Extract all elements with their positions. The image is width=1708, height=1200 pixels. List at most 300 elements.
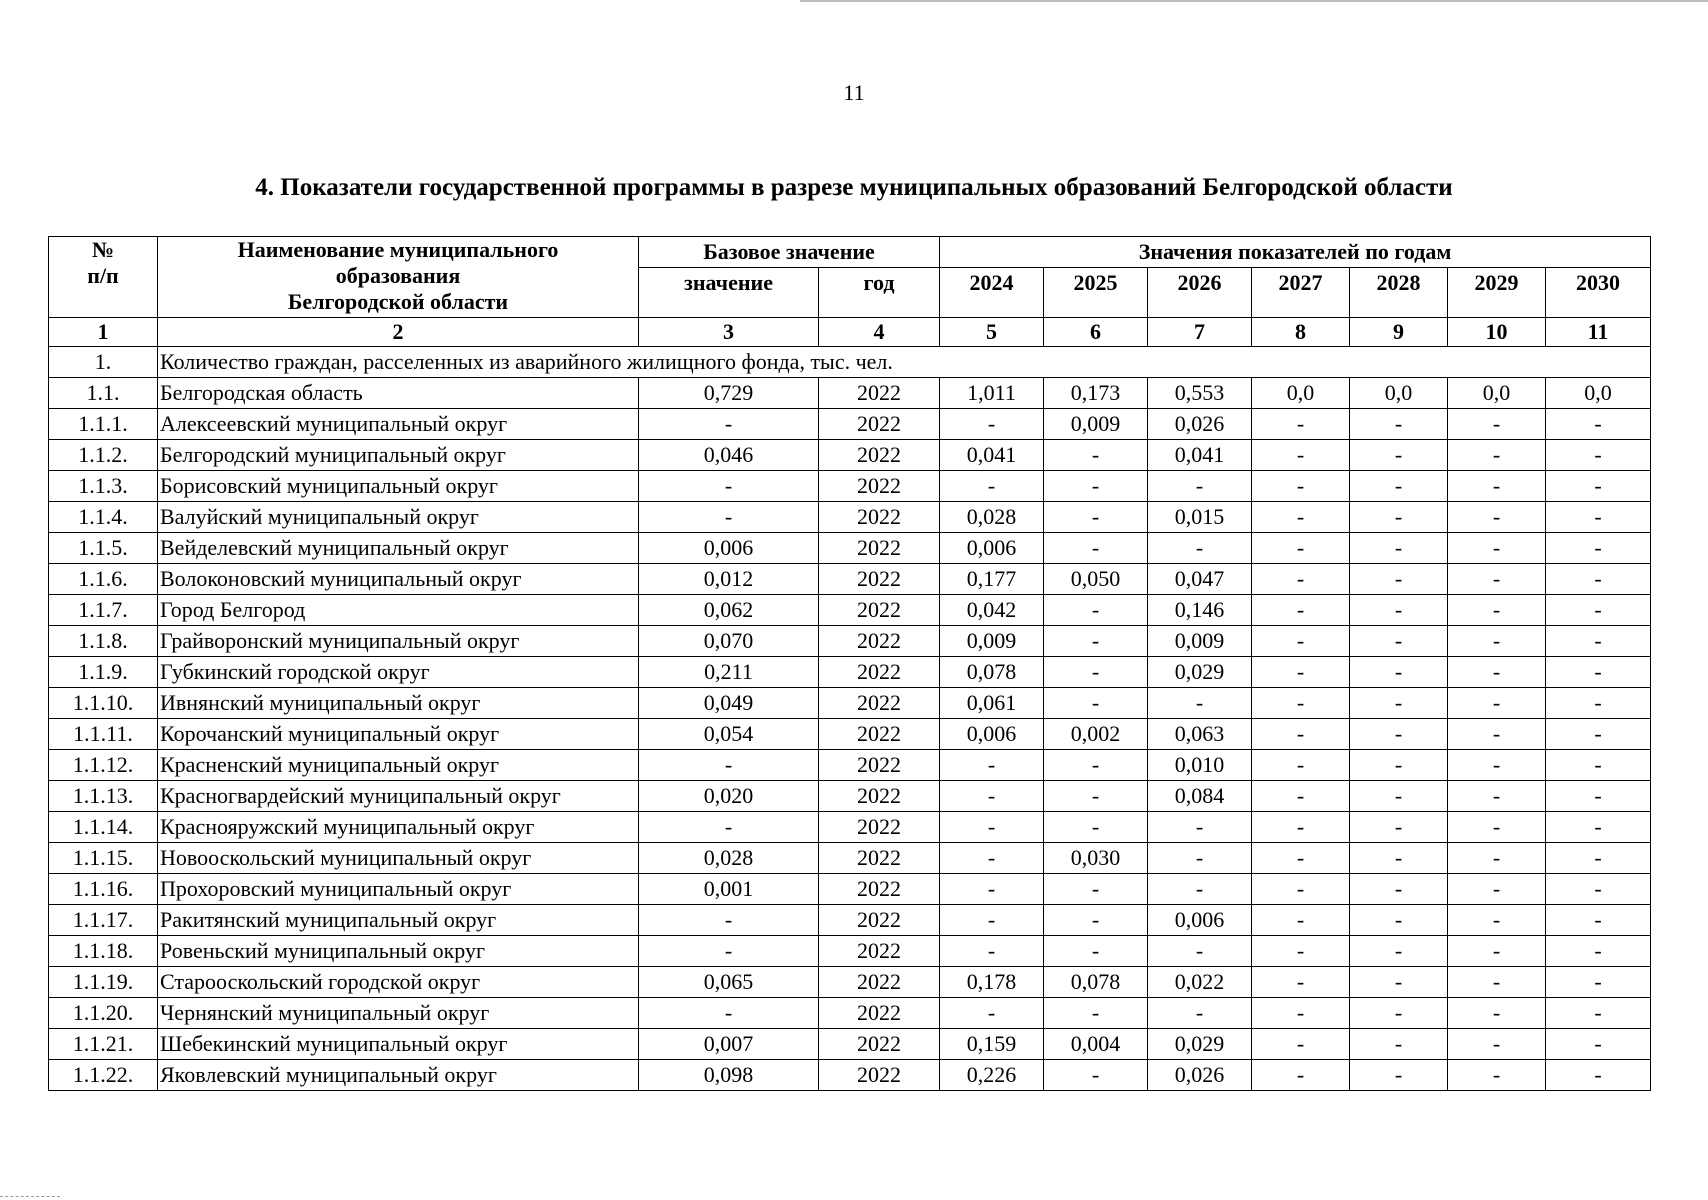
row-num: 1.1.22. [49,1060,158,1091]
value-2028: - [1350,967,1448,998]
base-year: 2022 [819,440,940,471]
value-2030: - [1546,626,1651,657]
value-2027: - [1252,533,1350,564]
col-number: 9 [1350,318,1448,347]
value-2028: - [1350,936,1448,967]
value-2030: - [1546,502,1651,533]
value-2025: 0,002 [1044,719,1148,750]
value-2028: - [1350,440,1448,471]
value-2028: - [1350,781,1448,812]
base-value: 0,028 [639,843,819,874]
value-2026: 0,010 [1148,750,1252,781]
header-num-line2: п/п [87,263,119,288]
value-2025: 0,050 [1044,564,1148,595]
value-2030: - [1546,750,1651,781]
base-value: 0,020 [639,781,819,812]
value-2024: 0,006 [940,533,1044,564]
value-2028: - [1350,564,1448,595]
page-title: 4. Показатели государственной программы в разрезе муниципальных образований Белгородской области [255,174,1453,201]
value-2030: - [1546,657,1651,688]
base-year: 2022 [819,688,940,719]
value-2026: 0,029 [1148,1029,1252,1060]
value-2025: 0,009 [1044,409,1148,440]
header-name-line2: образования [335,263,461,288]
table-row [49,781,1651,812]
value-2030: - [1546,440,1651,471]
value-2027: - [1252,781,1350,812]
row-num: 1.1.3. [49,471,158,502]
table-row [49,564,1651,595]
value-2024: 0,028 [940,502,1044,533]
value-2026: 0,553 [1148,378,1252,409]
row-num: 1.1.10. [49,688,158,719]
row-num: 1.1.2. [49,440,158,471]
value-2029: - [1448,502,1546,533]
table-row [49,750,1651,781]
row-num: 1.1. [49,378,158,409]
base-year: 2022 [819,564,940,595]
value-2025: - [1044,812,1148,843]
value-2026: 0,006 [1148,905,1252,936]
value-2024: 0,078 [940,657,1044,688]
value-2024: - [940,843,1044,874]
base-year: 2022 [819,471,940,502]
value-2030: - [1546,719,1651,750]
row-num: 1.1.5. [49,533,158,564]
value-2024: - [940,812,1044,843]
value-2030: - [1546,409,1651,440]
col-number: 10 [1448,318,1546,347]
value-2029: - [1448,1029,1546,1060]
section-num: 1. [49,347,158,378]
value-2029: - [1448,688,1546,719]
value-2026: 0,009 [1148,626,1252,657]
value-2030: - [1546,781,1651,812]
table-row [49,905,1651,936]
row-num: 1.1.21. [49,1029,158,1060]
row-name: Вейделевский муниципальный округ [158,533,639,564]
table-row [49,1060,1651,1091]
base-year: 2022 [819,378,940,409]
value-2027: - [1252,843,1350,874]
value-2025: 0,173 [1044,378,1148,409]
base-value: 0,012 [639,564,819,595]
value-2027: - [1252,719,1350,750]
row-name: Ровеньский муниципальный округ [158,936,639,967]
value-2026: 0,041 [1148,440,1252,471]
value-2024: - [940,874,1044,905]
table-row [49,812,1651,843]
value-2024: - [940,781,1044,812]
value-2026: 0,026 [1148,409,1252,440]
value-2026: - [1148,533,1252,564]
value-2028: - [1350,998,1448,1029]
base-year: 2022 [819,719,940,750]
table-row [49,874,1651,905]
value-2026: - [1148,812,1252,843]
row-name: Ракитянский муниципальный округ [158,905,639,936]
value-2028: - [1350,812,1448,843]
value-2030: - [1546,967,1651,998]
value-2025: - [1044,626,1148,657]
value-2024: 0,159 [940,1029,1044,1060]
row-name: Шебекинский муниципальный округ [158,1029,639,1060]
value-2028: - [1350,626,1448,657]
value-2029: - [1448,626,1546,657]
value-2027: - [1252,905,1350,936]
table-row [49,998,1651,1029]
base-year: 2022 [819,595,940,626]
base-value: - [639,998,819,1029]
base-value: 0,211 [639,657,819,688]
value-2024: 0,226 [940,1060,1044,1091]
value-2029: - [1448,998,1546,1029]
base-value: - [639,936,819,967]
row-num: 1.1.7. [49,595,158,626]
header-year-2025: 2025 [1044,268,1148,318]
base-year: 2022 [819,1029,940,1060]
value-2027: - [1252,626,1350,657]
row-num: 1.1.19. [49,967,158,998]
value-2028: - [1350,1029,1448,1060]
value-2024: - [940,998,1044,1029]
value-2030: - [1546,1060,1651,1091]
table-row [49,533,1651,564]
value-2028: 0,0 [1350,378,1448,409]
value-2029: - [1448,781,1546,812]
value-2028: - [1350,595,1448,626]
base-year: 2022 [819,657,940,688]
footer-mark [0,1196,60,1199]
base-year: 2022 [819,626,940,657]
top-edge-line [800,0,1708,2]
value-2026: - [1148,843,1252,874]
header-base-year: год [819,268,940,318]
value-2024: - [940,905,1044,936]
value-2027: - [1252,409,1350,440]
value-2024: 1,011 [940,378,1044,409]
value-2024: 0,009 [940,626,1044,657]
base-year: 2022 [819,874,940,905]
row-name: Валуйский муниципальный округ [158,502,639,533]
value-2028: - [1350,750,1448,781]
row-name: Красненский муниципальный округ [158,750,639,781]
indicators-table [48,236,1651,1091]
col-number: 8 [1252,318,1350,347]
header-year-2024: 2024 [940,268,1044,318]
table-row [49,967,1651,998]
header-year-2026: 2026 [1148,268,1252,318]
value-2025: - [1044,905,1148,936]
value-2029: - [1448,905,1546,936]
row-num: 1.1.1. [49,409,158,440]
value-2025: - [1044,688,1148,719]
value-2029: - [1448,1060,1546,1091]
value-2028: - [1350,657,1448,688]
value-2024: - [940,936,1044,967]
value-2026: 0,084 [1148,781,1252,812]
base-year: 2022 [819,1060,940,1091]
value-2027: - [1252,595,1350,626]
value-2024: 0,178 [940,967,1044,998]
value-2025: - [1044,998,1148,1029]
header-year-2028: 2028 [1350,268,1448,318]
value-2024: - [940,471,1044,502]
base-year: 2022 [819,998,940,1029]
row-name: Белгородская область [158,378,639,409]
value-2029: - [1448,471,1546,502]
col-number: 2 [158,318,639,347]
section-text: Количество граждан, расселенных из аварийного жилищного фонда, тыс. чел. [158,347,1651,378]
col-number: 11 [1546,318,1651,347]
value-2024: 0,041 [940,440,1044,471]
base-year: 2022 [819,502,940,533]
row-num: 1.1.18. [49,936,158,967]
header-year-2027: 2027 [1252,268,1350,318]
value-2027: - [1252,657,1350,688]
base-value: - [639,750,819,781]
value-2029: - [1448,936,1546,967]
table-row [49,502,1651,533]
base-year: 2022 [819,905,940,936]
row-name: Яковлевский муниципальный округ [158,1060,639,1091]
value-2025: - [1044,657,1148,688]
value-2030: - [1546,843,1651,874]
value-2026: 0,026 [1148,1060,1252,1091]
header-base-value: значение [639,268,819,318]
row-num: 1.1.15. [49,843,158,874]
table-row [49,471,1651,502]
table-row [49,657,1651,688]
row-num: 1.1.6. [49,564,158,595]
base-value: 0,062 [639,595,819,626]
value-2027: - [1252,750,1350,781]
row-num: 1.1.12. [49,750,158,781]
value-2024: 0,177 [940,564,1044,595]
value-2026: 0,022 [1148,967,1252,998]
base-value: 0,729 [639,378,819,409]
value-2027: - [1252,564,1350,595]
table-row [49,626,1651,657]
value-2030: - [1546,905,1651,936]
value-2030: - [1546,998,1651,1029]
value-2029: - [1448,750,1546,781]
header-num-line1: № [91,237,115,262]
value-2027: - [1252,1029,1350,1060]
base-value: - [639,471,819,502]
base-year: 2022 [819,812,940,843]
header-years-group: Значения показателей по годам [940,237,1651,268]
col-number: 4 [819,318,940,347]
base-value: - [639,409,819,440]
value-2026: - [1148,688,1252,719]
base-value: 0,070 [639,626,819,657]
table-row [49,409,1651,440]
base-year: 2022 [819,967,940,998]
base-year: 2022 [819,936,940,967]
value-2029: - [1448,843,1546,874]
value-2025: - [1044,874,1148,905]
value-2028: - [1350,471,1448,502]
value-2029: - [1448,595,1546,626]
header-year-2029: 2029 [1448,268,1546,318]
value-2025: 0,030 [1044,843,1148,874]
value-2029: - [1448,719,1546,750]
value-2027: - [1252,1060,1350,1091]
value-2027: - [1252,812,1350,843]
row-name: Борисовский муниципальный округ [158,471,639,502]
value-2025: 0,004 [1044,1029,1148,1060]
row-name: Город Белгород [158,595,639,626]
row-num: 1.1.14. [49,812,158,843]
value-2029: - [1448,812,1546,843]
row-name: Краснояружский муниципальный округ [158,812,639,843]
base-year: 2022 [819,409,940,440]
value-2026: - [1148,874,1252,905]
header-year-2030: 2030 [1546,268,1651,318]
base-value: 0,065 [639,967,819,998]
row-name: Прохоровский муниципальный округ [158,874,639,905]
value-2026: 0,047 [1148,564,1252,595]
row-num: 1.1.11. [49,719,158,750]
value-2030: - [1546,1029,1651,1060]
value-2027: - [1252,440,1350,471]
row-num: 1.1.4. [49,502,158,533]
value-2029: - [1448,440,1546,471]
value-2029: - [1448,657,1546,688]
row-num: 1.1.9. [49,657,158,688]
base-year: 2022 [819,533,940,564]
header-name [158,237,639,318]
row-name: Губкинский городской округ [158,657,639,688]
col-number: 3 [639,318,819,347]
row-num: 1.1.13. [49,781,158,812]
value-2025: - [1044,533,1148,564]
value-2027: - [1252,936,1350,967]
base-value: - [639,905,819,936]
value-2030: - [1546,874,1651,905]
base-year: 2022 [819,781,940,812]
value-2030: - [1546,564,1651,595]
table-row [49,1029,1651,1060]
value-2024: 0,006 [940,719,1044,750]
table-row [49,936,1651,967]
table-row [49,595,1651,626]
table-row [49,440,1651,471]
value-2026: 0,015 [1148,502,1252,533]
table-row [49,719,1651,750]
value-2024: 0,042 [940,595,1044,626]
value-2028: - [1350,874,1448,905]
row-num: 1.1.17. [49,905,158,936]
value-2025: - [1044,1060,1148,1091]
row-name: Белгородский муниципальный округ [158,440,639,471]
table-row [49,378,1651,409]
value-2028: - [1350,688,1448,719]
base-value: 0,054 [639,719,819,750]
base-year: 2022 [819,843,940,874]
value-2025: 0,078 [1044,967,1148,998]
row-name: Старооскольский городской округ [158,967,639,998]
row-name: Ивнянский муниципальный округ [158,688,639,719]
value-2028: - [1350,1060,1448,1091]
value-2029: - [1448,874,1546,905]
row-name: Красногвардейский муниципальный округ [158,781,639,812]
value-2030: 0,0 [1546,378,1651,409]
value-2028: - [1350,905,1448,936]
base-value: - [639,502,819,533]
value-2026: - [1148,471,1252,502]
table-row [49,843,1651,874]
base-year: 2022 [819,750,940,781]
page-number: 11 [843,80,865,105]
table-row [49,688,1651,719]
value-2025: - [1044,936,1148,967]
row-num: 1.1.20. [49,998,158,1029]
value-2030: - [1546,688,1651,719]
value-2027: - [1252,471,1350,502]
value-2030: - [1546,936,1651,967]
row-name: Чернянский муниципальный округ [158,998,639,1029]
value-2030: - [1546,471,1651,502]
value-2025: - [1044,781,1148,812]
value-2024: - [940,409,1044,440]
value-2026: - [1148,936,1252,967]
value-2025: - [1044,750,1148,781]
base-value: 0,098 [639,1060,819,1091]
value-2030: - [1546,812,1651,843]
row-name: Новооскольский муниципальный округ [158,843,639,874]
base-value: 0,007 [639,1029,819,1060]
value-2026: - [1148,998,1252,1029]
header-num [49,237,158,318]
header-base-group: Базовое значение [639,237,940,268]
base-value: 0,006 [639,533,819,564]
row-name: Волоконовский муниципальный округ [158,564,639,595]
value-2024: 0,061 [940,688,1044,719]
value-2027: - [1252,688,1350,719]
col-number: 6 [1044,318,1148,347]
value-2029: 0,0 [1448,378,1546,409]
base-value: 0,046 [639,440,819,471]
value-2027: - [1252,998,1350,1029]
column-number-row [49,318,1651,347]
row-name: Алексеевский муниципальный округ [158,409,639,440]
row-name: Корочанский муниципальный округ [158,719,639,750]
value-2027: - [1252,502,1350,533]
value-2025: - [1044,502,1148,533]
value-2027: - [1252,874,1350,905]
base-value: 0,049 [639,688,819,719]
value-2026: 0,146 [1148,595,1252,626]
col-number: 7 [1148,318,1252,347]
row-num: 1.1.8. [49,626,158,657]
value-2029: - [1448,409,1546,440]
value-2028: - [1350,533,1448,564]
value-2024: - [940,750,1044,781]
section-row [49,347,1651,378]
value-2029: - [1448,967,1546,998]
value-2027: 0,0 [1252,378,1350,409]
header-name-line3: Белгородской области [287,289,509,314]
value-2028: - [1350,843,1448,874]
header-row-1 [49,237,1651,268]
value-2028: - [1350,409,1448,440]
value-2029: - [1448,533,1546,564]
row-name: Грайворонский муниципальный округ [158,626,639,657]
value-2025: - [1044,471,1148,502]
value-2026: 0,063 [1148,719,1252,750]
